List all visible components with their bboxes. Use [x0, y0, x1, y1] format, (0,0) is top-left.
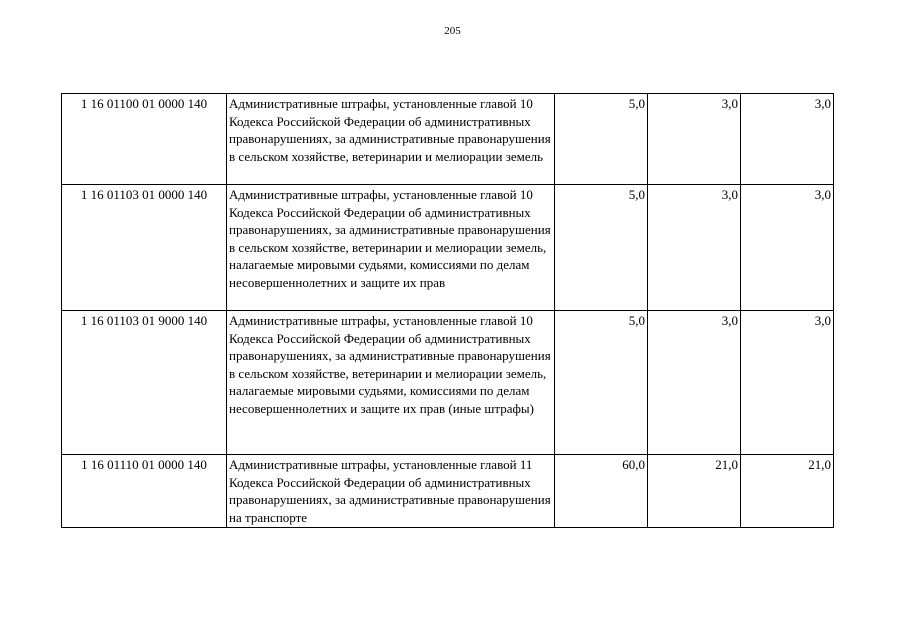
description-cell: Административные штрафы, установленные главой 11 Кодекса Российской Федерации об административных правонарушениях, за административные правонарушения на транспорте — [227, 455, 555, 528]
budget-code-cell: 1 16 01110 01 0000 140 — [62, 455, 227, 528]
description-cell: Административные штрафы, установленные главой 10 Кодекса Российской Федерации об административных правонарушениях, за административные правонарушения в сельском хозяйстве, ветеринарии и мелиорации земель — [227, 94, 555, 185]
value-cell-2: 3,0 — [648, 311, 741, 455]
value-cell-1: 5,0 — [555, 311, 648, 455]
value-cell-3: 3,0 — [741, 94, 834, 185]
value-cell-2: 21,0 — [648, 455, 741, 528]
page-number: 205 — [444, 25, 461, 37]
table-row — [62, 94, 834, 185]
table-row — [62, 311, 834, 455]
value-cell-2: 3,0 — [648, 94, 741, 185]
budget-code-cell: 1 16 01103 01 9000 140 — [62, 311, 227, 455]
description-cell: Административные штрафы, установленные главой 10 Кодекса Российской Федерации об административных правонарушениях, за административные правонарушения в сельском хозяйстве, ветеринарии и мелиорации земель, налагаемые мировыми судьями, комиссиями по делам несовершеннолетних и защите их прав (иные штрафы) — [227, 311, 555, 455]
budget-code-cell: 1 16 01100 01 0000 140 — [62, 94, 227, 185]
value-cell-3: 3,0 — [741, 311, 834, 455]
value-cell-3: 21,0 — [741, 455, 834, 528]
budget-code-cell: 1 16 01103 01 0000 140 — [62, 185, 227, 311]
revenue-table — [61, 93, 834, 528]
value-cell-1: 60,0 — [555, 455, 648, 528]
value-cell-1: 5,0 — [555, 185, 648, 311]
table-row — [62, 455, 834, 528]
value-cell-2: 3,0 — [648, 185, 741, 311]
table-row — [62, 185, 834, 311]
value-cell-3: 3,0 — [741, 185, 834, 311]
value-cell-1: 5,0 — [555, 94, 648, 185]
description-cell: Административные штрафы, установленные главой 10 Кодекса Российской Федерации об административных правонарушениях, за административные правонарушения в сельском хозяйстве, ветеринарии и мелиорации земель, налагаемые мировыми судьями, комиссиями по делам несовершеннолетних и защите их прав — [227, 185, 555, 311]
